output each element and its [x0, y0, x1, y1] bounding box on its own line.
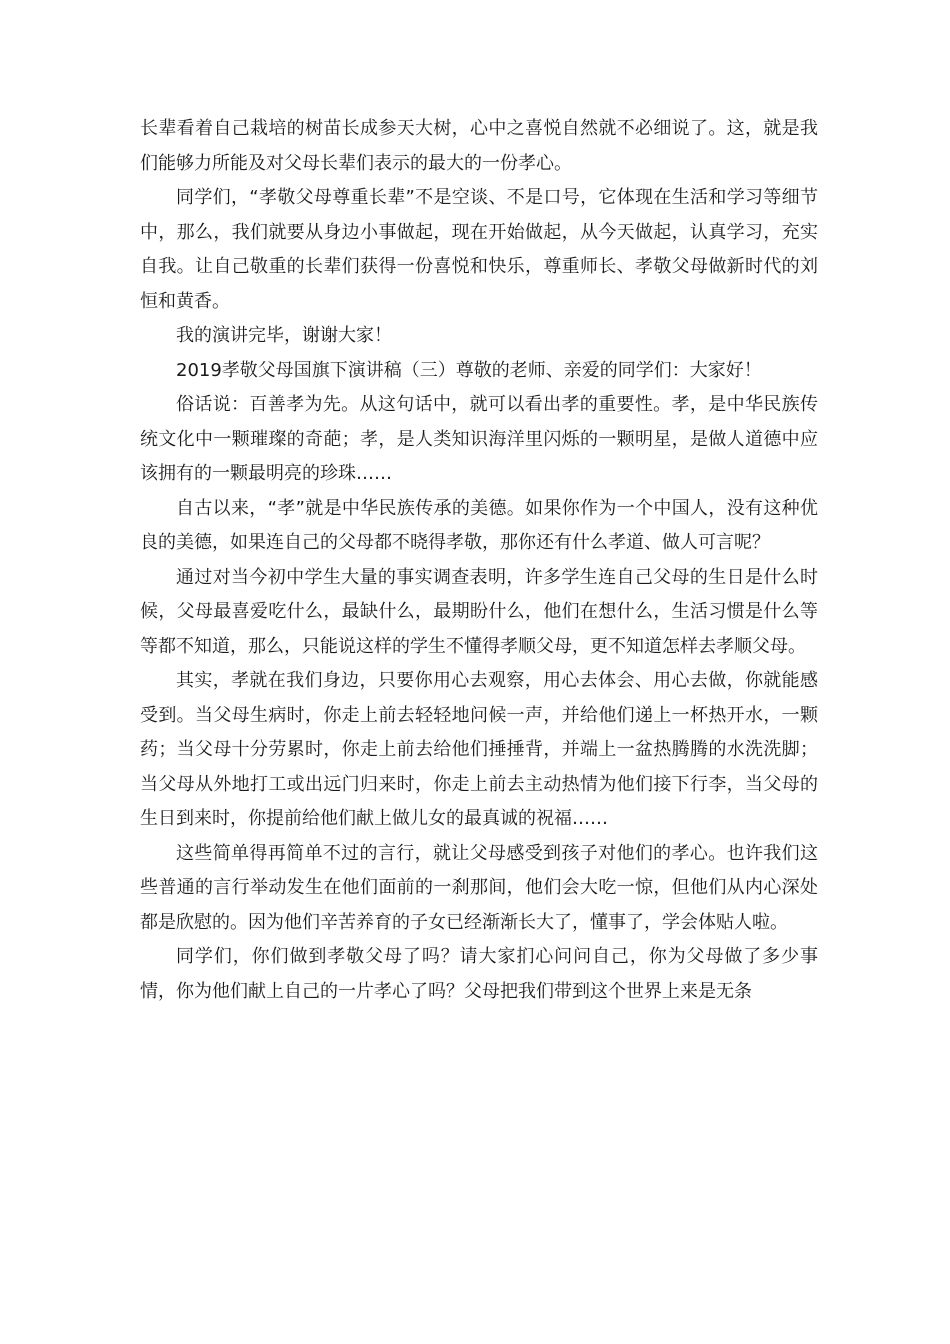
document-page: [140, 112, 818, 1009]
paragraph-5: 俗话说：百善孝为先。从这句话中，就可以看出孝的重要性。孝，是中华民族传统文化中一颗璀璨的奇葩；孝，是人类知识海洋里闪烁的一颗明星，是做人道德中应该拥有的一颗最明亮的珍珠……: [140, 394, 818, 484]
paragraph-3: 我的演讲完毕，谢谢大家！: [176, 325, 392, 346]
paragraph-8: 其实，孝就在我们身边，只要你用心去观察，用心去体会、用心去做，你就能感受到。当父母生病时，你走上前去轻轻地问候一声，并给他们递上一杯热开水，一颗药；当父母十分劳累时，你走上前去给他们捶捶背，并端上一盆热腾腾的水洗洗脚；当父母从外地打工或出远门归来时，你走上前去主动热情为他们接下行李，当父母的生日到来时，你提前给他们献上做儿女的最真诚的祝福……: [140, 670, 818, 829]
paragraph-7: 通过对当今初中学生大量的事实调查表明，许多学生连自己父母的生日是什么时候，父母最喜爱吃什么，最缺什么，最期盼什么，他们在想什么，生活习惯是什么等等都不知道，那么，只能说这样的学生不懂得孝顺父母，更不知道怎样去孝顺父母。: [140, 566, 818, 657]
paragraph-1: 长辈看着自己栽培的树苗长成参天大树，心中之喜悦自然就不必细说了。这，就是我们能够力所能及对父母长辈们表示的最大的一份孝心。: [140, 118, 818, 174]
paragraph-6: 自古以来，“孝”就是中华民族传承的美德。如果你作为一个中国人，没有这种优良的美德，如果连自己的父母都不晓得孝敬，那你还有什么孝道、做人可言呢？: [140, 497, 818, 553]
paragraph-2: 同学们，“孝敬父母尊重长辈”不是空谈、不是口号，它体现在生活和学习等细节中，那么，我们就要从身边小事做起，现在开始做起，从今天做起，认真学习，充实自我。让自己敬重的长辈们获得一份喜悦和快乐，尊重师长、孝敬父母做新时代的刘恒和黄香。: [140, 187, 818, 312]
paragraph-4: 2019孝敬父母国旗下演讲稿（三）尊敬的老师、亲爱的同学们：大家好！: [176, 359, 762, 381]
paragraph-9: 这些简单得再简单不过的言行，就让父母感受到孩子对他们的孝心。也许我们这些普通的言行举动发生在他们面前的一刹那间，他们会大吃一惊，但他们从内心深处都是欣慰的。因为他们辛苦养育的子女已经渐渐长大了，懂事了，学会体贴人啦。: [140, 842, 818, 933]
paragraph-10: 同学们，你们做到孝敬父母了吗？请大家扪心问问自己，你为父母做了多少事情，你为他们献上自己的一片孝心了吗？父母把我们带到这个世界上来是无条: [140, 946, 818, 1002]
